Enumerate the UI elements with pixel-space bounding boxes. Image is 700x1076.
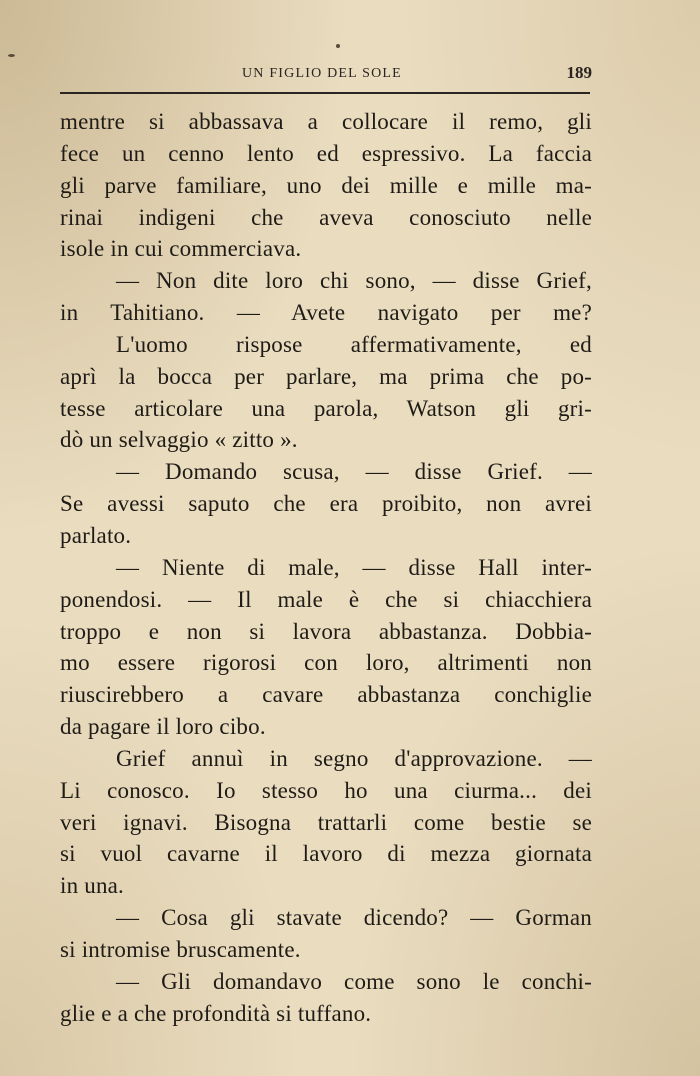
header-rule <box>60 92 590 94</box>
text-line: — Gli domandavo come sono le conchi- <box>116 968 592 994</box>
text-line: si vuol cavarne il lavoro di mezza giornata <box>60 841 592 867</box>
text-line: rinai indigeni che aveva conosciuto nelle <box>60 204 592 230</box>
text-line: in Tahitiano. — Avete navigato per me? <box>60 300 592 326</box>
text-line: ponendosi. — Il male è che si chiacchiera <box>60 586 592 612</box>
text-line: mentre si abbassava a collocare il remo, gli <box>60 109 592 134</box>
text-line: Se avessi saputo che era proibito, non avrei <box>60 491 592 517</box>
text-line: — Cosa gli stavate dicendo? — Gorman <box>116 905 592 931</box>
text-line: tesse articolare una parola, Watson gli gri- <box>60 395 592 421</box>
text-line: parlato. <box>60 522 132 548</box>
text-line: — Niente di male, — disse Hall inter- <box>116 554 592 580</box>
text-line: isole in cui commerciava. <box>60 236 302 262</box>
text-line: gli parve familiare, uno dei mille e mille ma- <box>60 172 592 198</box>
text-line: mo essere rigorosi con loro, altrimenti non <box>60 650 592 676</box>
text-line: glie e a che profondità si tuffano. <box>60 1000 372 1026</box>
text-line: riuscirebbero a cavare abbastanza conchiglie <box>60 682 592 708</box>
ink-speck <box>8 54 15 57</box>
body-text <box>60 106 592 1029</box>
text-line: troppo e non si lavora abbastanza. Dobbia- <box>60 618 592 644</box>
text-line: Li conosco. Io stesso ho una ciurma... dei <box>60 777 592 803</box>
text-line: da pagare il loro cibo. <box>60 714 266 740</box>
running-header <box>60 62 592 90</box>
running-title: UN FIGLIO DEL SOLE <box>242 66 402 81</box>
text-line: aprì la bocca per parlare, ma prima che po- <box>60 363 592 389</box>
text-line: veri ignavi. Bisogna trattarli come bestie se <box>60 809 592 835</box>
text-line: Grief annuì in segno d'approvazione. — <box>116 745 592 771</box>
text-line: in una. <box>60 873 124 899</box>
text-line: — Domando scusa, — disse Grief. — <box>116 459 592 485</box>
ink-speck <box>336 44 340 48</box>
text-line: dò un selvaggio « zitto ». <box>60 427 298 453</box>
text-line: fece un cenno lento ed espressivo. La faccia <box>60 140 592 166</box>
text-line: — Non dite loro chi sono, — disse Grief, <box>116 268 592 294</box>
text-line: si intromise bruscamente. <box>60 936 301 962</box>
text-line: L'uomo rispose affermativamente, ed <box>116 331 592 357</box>
page-number: 189 <box>566 63 592 82</box>
